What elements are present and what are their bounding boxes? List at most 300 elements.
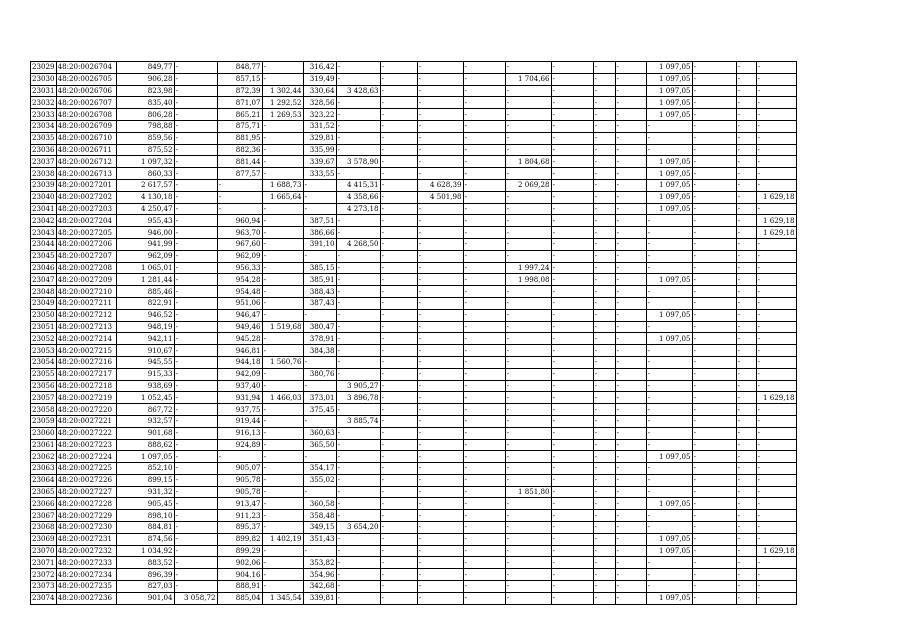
table-cell: -: [417, 415, 463, 427]
table-cell: -: [463, 581, 505, 593]
table-cell: -: [756, 557, 796, 569]
table-cell: -: [303, 380, 336, 392]
table-cell: 23039: [32, 180, 55, 190]
table-cell: 955,43: [116, 215, 174, 227]
table-cell: -: [417, 569, 463, 581]
table-cell: -: [336, 592, 380, 604]
table-cell: -: [593, 238, 615, 250]
table-cell: -: [692, 345, 736, 357]
table-row: [31, 333, 797, 345]
table-cell: -: [692, 109, 736, 121]
table-row: [31, 168, 797, 180]
table-cell: -: [646, 345, 692, 357]
table-cell: -: [262, 132, 303, 144]
table-cell: 4 501,98: [417, 191, 463, 203]
table-cell: 4 273,18: [336, 203, 380, 215]
table-cell: -: [551, 97, 593, 109]
table-cell: -: [692, 592, 736, 604]
table-cell: 881,95: [217, 132, 262, 144]
table-cell: 1 704,66: [505, 73, 551, 85]
table-cell: -: [615, 533, 646, 545]
table-cell: 905,45: [116, 498, 174, 510]
table-cell: -: [380, 156, 417, 168]
table-cell: -: [551, 463, 593, 475]
table-cell: -: [615, 227, 646, 239]
table-cell: -: [593, 203, 615, 215]
table-cell: -: [615, 569, 646, 581]
table-cell: -: [692, 404, 736, 416]
table-cell: -: [736, 427, 756, 439]
table-cell: -: [336, 62, 380, 74]
table-cell: 860,33: [116, 168, 174, 180]
table-cell: -: [417, 120, 463, 132]
table-cell: -: [756, 238, 796, 250]
table-cell: 1 097,05: [646, 109, 692, 121]
table-cell: -: [593, 345, 615, 357]
table-cell: -: [615, 345, 646, 357]
table-row: [31, 345, 797, 357]
table-cell: -: [736, 463, 756, 475]
table-row: [31, 132, 797, 144]
table-cell: -: [417, 238, 463, 250]
table-cell: -: [551, 85, 593, 97]
table-cell: -: [463, 309, 505, 321]
table-cell: -: [262, 250, 303, 262]
table-cell: -: [380, 392, 417, 404]
table-cell: 888,91: [217, 581, 262, 593]
table-cell: -: [336, 262, 380, 274]
table-cell: -: [417, 132, 463, 144]
table-cell: -: [303, 451, 336, 463]
table-cell: -: [380, 569, 417, 581]
table-cell: 951,06: [217, 297, 262, 309]
table-cell: -: [336, 368, 380, 380]
table-cell: 3 578,90: [336, 156, 380, 168]
table-cell: -: [417, 227, 463, 239]
table-cell: -: [505, 321, 551, 333]
table-cell: -: [756, 321, 796, 333]
table-cell: -: [736, 168, 756, 180]
table-cell: -: [646, 581, 692, 593]
table-cell: -: [692, 439, 736, 451]
table-row: [31, 474, 797, 486]
table-cell: -: [736, 510, 756, 522]
table-cell: 885,04: [217, 592, 262, 604]
table-cell: 373,01: [303, 392, 336, 404]
table-row: [31, 309, 797, 321]
table-cell: -: [463, 486, 505, 498]
table-cell: 48:20:0027221: [56, 415, 116, 427]
table-cell: 1 519,68: [262, 321, 303, 333]
table-cell: 23050: [32, 310, 55, 320]
table-cell: -: [417, 109, 463, 121]
table-cell: -: [174, 427, 217, 439]
table-cell: -: [736, 439, 756, 451]
table-cell: -: [505, 439, 551, 451]
table-cell: -: [417, 545, 463, 557]
table-cell: -: [692, 62, 736, 74]
table-cell: -: [380, 168, 417, 180]
table-cell: -: [551, 297, 593, 309]
table-cell: -: [551, 109, 593, 121]
table-cell: 1 097,05: [646, 191, 692, 203]
table-cell: -: [593, 474, 615, 486]
table-cell: -: [551, 404, 593, 416]
table-cell: -: [505, 522, 551, 534]
table-cell: -: [615, 286, 646, 298]
table-cell: -: [380, 85, 417, 97]
table-cell: -: [736, 274, 756, 286]
table-cell: -: [174, 274, 217, 286]
table-cell: -: [380, 120, 417, 132]
table-cell: -: [463, 356, 505, 368]
table-cell: 1 034,92: [116, 545, 174, 557]
table-row: [31, 238, 797, 250]
table-cell: -: [174, 486, 217, 498]
table-cell: -: [380, 592, 417, 604]
table-cell: -: [736, 262, 756, 274]
table-cell: 937,75: [217, 404, 262, 416]
table-cell: -: [505, 415, 551, 427]
table-cell: -: [417, 168, 463, 180]
table-cell: -: [463, 392, 505, 404]
table-cell: 1 688,73: [262, 179, 303, 191]
table-cell: -: [551, 250, 593, 262]
table-cell: 23042: [32, 215, 55, 225]
table-cell: 23064: [32, 475, 55, 485]
table-cell: 1 097,05: [646, 203, 692, 215]
table-cell: -: [380, 451, 417, 463]
table-cell: -: [417, 439, 463, 451]
table-cell: -: [463, 238, 505, 250]
table-cell: 48:20:0027226: [56, 474, 116, 486]
table-cell: 1 629,18: [756, 215, 796, 227]
table-cell: -: [756, 522, 796, 534]
table-cell: -: [174, 132, 217, 144]
table-cell: 23071: [32, 557, 55, 567]
table-cell: -: [380, 333, 417, 345]
table-cell: -: [505, 380, 551, 392]
table-cell: -: [463, 250, 505, 262]
table-cell: -: [174, 144, 217, 156]
table-cell: -: [505, 215, 551, 227]
table-cell: 1 851,80: [505, 486, 551, 498]
table-cell: -: [380, 286, 417, 298]
table-cell: -: [593, 168, 615, 180]
table-cell: -: [692, 286, 736, 298]
table-cell: -: [380, 109, 417, 121]
table-cell: 48:20:0027224: [56, 451, 116, 463]
table-cell: -: [262, 120, 303, 132]
table-cell: 23059: [32, 416, 55, 426]
table-cell: 835,40: [116, 97, 174, 109]
table-cell: -: [417, 203, 463, 215]
table-cell: -: [380, 439, 417, 451]
table-cell: -: [336, 345, 380, 357]
table-cell: 954,28: [217, 274, 262, 286]
table-cell: -: [505, 309, 551, 321]
table-cell: 387,51: [303, 215, 336, 227]
table-cell: 852,10: [116, 463, 174, 475]
table-cell: -: [551, 203, 593, 215]
table-cell: 1 052,45: [116, 392, 174, 404]
table-cell: -: [692, 368, 736, 380]
table-cell: -: [262, 486, 303, 498]
table-cell: -: [463, 62, 505, 74]
table-cell: -: [692, 533, 736, 545]
table-cell: -: [692, 569, 736, 581]
table-cell: 2 069,28: [505, 179, 551, 191]
table-cell: -: [736, 345, 756, 357]
table-cell: -: [615, 132, 646, 144]
table-cell: -: [692, 309, 736, 321]
table-row: [31, 380, 797, 392]
table-cell: 857,15: [217, 73, 262, 85]
table-cell: 23061: [32, 439, 55, 449]
table-cell: 945,28: [217, 333, 262, 345]
table-cell: -: [417, 522, 463, 534]
table-cell: -: [336, 286, 380, 298]
table-cell: 23034: [32, 121, 55, 131]
table-cell: -: [505, 62, 551, 74]
table-cell: -: [262, 144, 303, 156]
table-cell: -: [336, 533, 380, 545]
table-cell: 23051: [32, 321, 55, 331]
table-cell: 23062: [32, 451, 55, 461]
table-cell: -: [756, 474, 796, 486]
table-cell: -: [551, 569, 593, 581]
table-cell: 384,38: [303, 345, 336, 357]
table-cell: 931,94: [217, 392, 262, 404]
table-cell: 23038: [32, 168, 55, 178]
table-cell: -: [736, 592, 756, 604]
table-cell: 3 654,20: [336, 522, 380, 534]
table-cell: -: [593, 109, 615, 121]
table-cell: -: [756, 345, 796, 357]
table-cell: -: [380, 309, 417, 321]
table-cell: -: [615, 309, 646, 321]
table-cell: -: [174, 262, 217, 274]
table-cell: -: [551, 557, 593, 569]
table-cell: 911,23: [217, 510, 262, 522]
table-cell: 962,09: [217, 250, 262, 262]
table-cell: 23041: [32, 203, 55, 213]
table-cell: 23053: [32, 345, 55, 355]
table-cell: 23056: [32, 380, 55, 390]
table-cell: -: [336, 439, 380, 451]
table-cell: -: [736, 144, 756, 156]
table-cell: 23054: [32, 357, 55, 367]
table-cell: 4 268,50: [336, 238, 380, 250]
table-cell: -: [505, 168, 551, 180]
table-cell: -: [736, 309, 756, 321]
table-cell: 23044: [32, 239, 55, 249]
table-cell: -: [336, 427, 380, 439]
table-cell: 865,21: [217, 109, 262, 121]
table-cell: 938,69: [116, 380, 174, 392]
table-cell: -: [615, 321, 646, 333]
table-cell: -: [736, 250, 756, 262]
table-cell: -: [756, 203, 796, 215]
table-cell: 1 097,05: [116, 451, 174, 463]
table-cell: -: [551, 474, 593, 486]
table-cell: 375,45: [303, 404, 336, 416]
table-cell: -: [593, 274, 615, 286]
table-cell: 48:20:0026708: [56, 109, 116, 121]
table-cell: -: [615, 203, 646, 215]
table-cell: -: [736, 474, 756, 486]
table-cell: 941,99: [116, 238, 174, 250]
table-cell: -: [417, 557, 463, 569]
table-cell: -: [336, 97, 380, 109]
table-cell: -: [174, 545, 217, 557]
table-cell: -: [551, 215, 593, 227]
table-row: [31, 262, 797, 274]
table-cell: -: [336, 581, 380, 593]
table-cell: 1 997,24: [505, 262, 551, 274]
table-cell: -: [593, 262, 615, 274]
table-cell: 1 097,05: [646, 592, 692, 604]
table-cell: 391,10: [303, 238, 336, 250]
table-cell: 48:20:0027236: [56, 592, 116, 604]
table-cell: -: [615, 274, 646, 286]
table-cell: -: [505, 297, 551, 309]
table-cell: -: [551, 510, 593, 522]
table-cell: 48:20:0026713: [56, 168, 116, 180]
table-cell: -: [593, 333, 615, 345]
table-cell: -: [463, 439, 505, 451]
table-cell: -: [551, 392, 593, 404]
table-cell: 48:20:0027227: [56, 486, 116, 498]
table-cell: -: [615, 439, 646, 451]
cadastral-value-table: [30, 61, 797, 605]
table-cell: -: [736, 203, 756, 215]
table-cell: -: [692, 191, 736, 203]
table-cell: -: [593, 510, 615, 522]
table-cell: -: [593, 227, 615, 239]
table-cell: -: [593, 439, 615, 451]
table-cell: 23057: [32, 392, 55, 402]
table-cell: -: [692, 451, 736, 463]
table-cell: -: [336, 109, 380, 121]
table-cell: -: [262, 545, 303, 557]
table-cell: 23037: [32, 156, 55, 166]
table-cell: -: [593, 215, 615, 227]
table-cell: 877,57: [217, 168, 262, 180]
table-cell: 3 905,27: [336, 380, 380, 392]
table-cell: -: [615, 404, 646, 416]
table-cell: 4 130,18: [116, 191, 174, 203]
table-row: [31, 179, 797, 191]
table-cell: -: [174, 474, 217, 486]
table-cell: 901,68: [116, 427, 174, 439]
table-cell: -: [380, 345, 417, 357]
table-cell: 48:20:0027235: [56, 581, 116, 593]
table-cell: -: [262, 569, 303, 581]
table-cell: -: [380, 545, 417, 557]
table-cell: -: [756, 309, 796, 321]
table-cell: 1 065,01: [116, 262, 174, 274]
table-cell: 23035: [32, 133, 55, 143]
table-cell: 48:20:0027217: [56, 368, 116, 380]
table-cell: 48:20:0026711: [56, 144, 116, 156]
table-cell: -: [692, 498, 736, 510]
table-row: [31, 569, 797, 581]
table-cell: -: [505, 109, 551, 121]
table-cell: -: [551, 120, 593, 132]
table-cell: 915,33: [116, 368, 174, 380]
table-cell: -: [692, 463, 736, 475]
table-cell: -: [593, 297, 615, 309]
table-cell: -: [336, 356, 380, 368]
table-cell: -: [174, 581, 217, 593]
table-row: [31, 274, 797, 286]
table-cell: -: [417, 85, 463, 97]
table-cell: -: [303, 356, 336, 368]
table-cell: -: [336, 451, 380, 463]
table-row: [31, 557, 797, 569]
table-cell: -: [593, 592, 615, 604]
table-cell: -: [463, 522, 505, 534]
table-cell: -: [615, 368, 646, 380]
table-row: [31, 368, 797, 380]
table-cell: -: [692, 262, 736, 274]
table-cell: -: [692, 215, 736, 227]
table-cell: -: [463, 557, 505, 569]
table-cell: -: [336, 144, 380, 156]
table-cell: -: [463, 451, 505, 463]
table-cell: 1 804,68: [505, 156, 551, 168]
table-cell: -: [646, 522, 692, 534]
table-cell: -: [593, 581, 615, 593]
table-cell: 1 097,05: [646, 62, 692, 74]
table-cell: 1 665,64: [262, 191, 303, 203]
table-cell: 4 628,39: [417, 179, 463, 191]
table-cell: -: [463, 168, 505, 180]
table-cell: 967,60: [217, 238, 262, 250]
table-cell: -: [615, 120, 646, 132]
table-cell: 1 097,05: [646, 73, 692, 85]
table-cell: -: [174, 73, 217, 85]
table-cell: 48:20:0027213: [56, 321, 116, 333]
table-row: [31, 486, 797, 498]
table-cell: -: [692, 474, 736, 486]
table-row: [31, 156, 797, 168]
table-cell: -: [262, 262, 303, 274]
table-cell: -: [262, 156, 303, 168]
table-cell: 1 097,05: [646, 545, 692, 557]
table-cell: -: [756, 286, 796, 298]
table-cell: -: [463, 73, 505, 85]
table-row: [31, 498, 797, 510]
table-cell: -: [646, 250, 692, 262]
table-cell: -: [646, 215, 692, 227]
table-cell: -: [505, 451, 551, 463]
table-cell: 360,58: [303, 498, 336, 510]
table-row: [31, 510, 797, 522]
table-cell: -: [756, 415, 796, 427]
table-cell: -: [736, 415, 756, 427]
table-cell: -: [463, 415, 505, 427]
table-cell: 1 097,05: [646, 533, 692, 545]
table-cell: -: [380, 321, 417, 333]
table-cell: -: [380, 404, 417, 416]
table-cell: -: [593, 533, 615, 545]
table-cell: -: [505, 404, 551, 416]
table-cell: -: [417, 333, 463, 345]
table-cell: -: [463, 156, 505, 168]
table-cell: -: [736, 533, 756, 545]
